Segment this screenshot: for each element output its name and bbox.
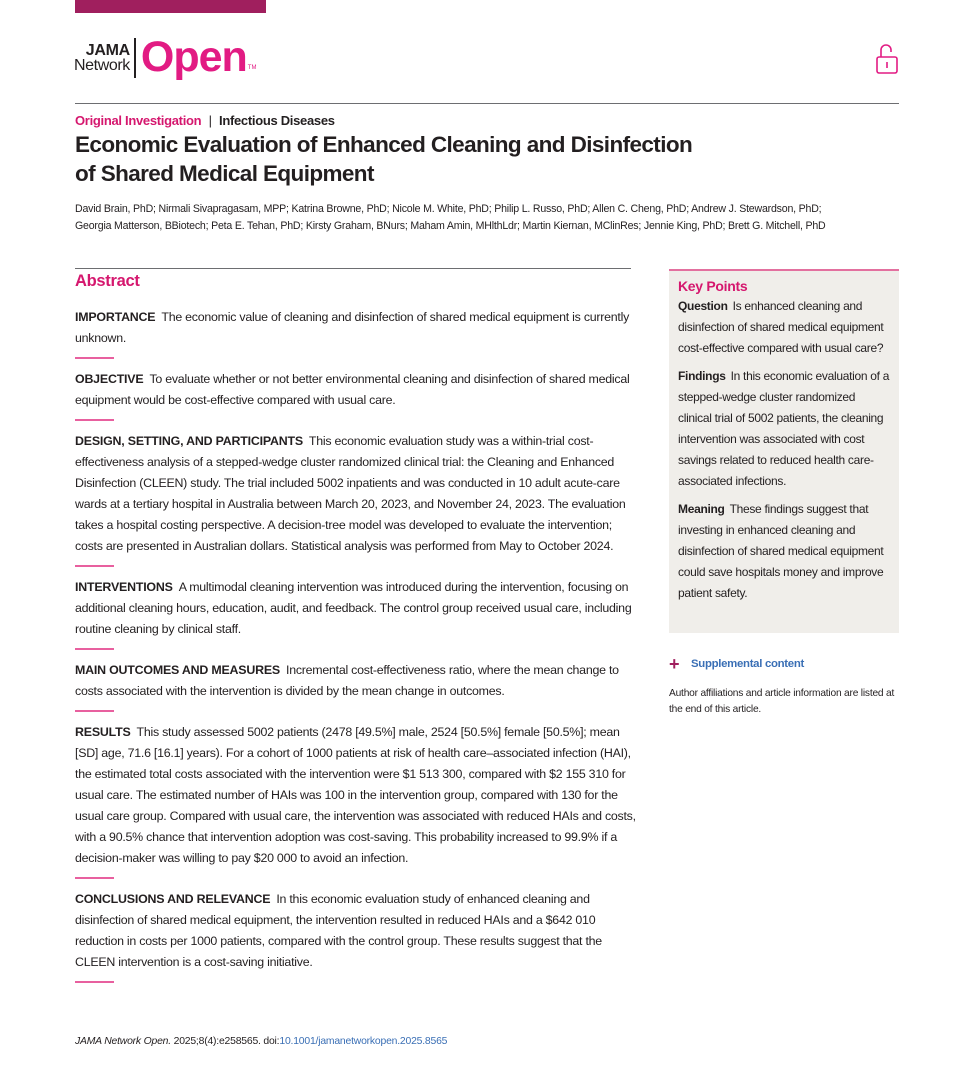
article-category [75, 113, 335, 128]
section-divider [75, 357, 114, 359]
key-point-label: Findings [678, 369, 726, 383]
abstract-conclusions [75, 889, 640, 973]
citation-line [75, 1036, 447, 1047]
supplemental-content-link[interactable] [669, 656, 804, 672]
category-label[interactable]: Original Investigation [75, 113, 202, 128]
section-text: In this economic evaluation study of enhanced cleaning and disinfection of shared medical equipment, the intervention resulted in reduced HAIs and a $642 010 reduction in costs per 1000 patients, compared with the control group. These results suggest that the CLEEN intervention is a cost-saving initiative. [75, 892, 602, 969]
author-affiliations-note: Author affiliations and article information are listed at the end of this article. [669, 688, 895, 715]
key-point-meaning [678, 499, 890, 604]
key-point-label: Question [678, 299, 728, 313]
section-label: INTERVENTIONS [75, 580, 173, 594]
header-divider [75, 103, 899, 104]
abstract-importance [75, 307, 640, 349]
section-label: CONCLUSIONS AND RELEVANCE [75, 892, 271, 906]
key-point-text: In this economic evaluation of a stepped-wedge cluster randomized clinical trial of 5002 patients, the cleaning intervention was associated with cost savings related to reduced health care-associated infections. [678, 369, 890, 488]
key-point-findings [678, 366, 890, 492]
section-text: A multimodal cleaning intervention was introduced during the intervention, focusing on additional cleaning hours, education, audit, and feedback. The control group received usual care, including routine cleaning by clinical staff. [75, 580, 632, 636]
doi-link[interactable]: 10.1001/jamanetworkopen.2025.8565 [279, 1036, 448, 1047]
abstract-heading: Abstract [75, 272, 140, 290]
article-title [75, 130, 715, 188]
key-point-text: Is enhanced cleaning and disinfection of shared medical equipment cost-effective compared with usual care? [678, 299, 884, 355]
section-divider [75, 648, 114, 650]
key-point-text: These findings suggest that investing in enhanced cleaning and disinfection of shared medical equipment could save hospitals money and improve patient safety. [678, 502, 884, 600]
authors-line-2: Georgia Matterson, BBiotech; Peta E. Tehan, PhD; Kirsty Graham, BNurs; Maham Amin, MHlthLdr; Martin Kiernan, MClinRes; Jennie King, PhD; Brett G. Mitchell, PhD [75, 220, 826, 232]
section-divider [75, 981, 114, 983]
section-text: This study assessed 5002 patients (2478 [49.5%] male, 2524 [50.5%] female [50.5%]; mean [SD] age, 71.6 [16.1] years). For a cohort of 1000 patients at risk of health care–associated infection (HAI), the estimated total costs associated with the intervention were $1 513 300, compared with $2 155 310 for usual care. The estimated number of HAIs was 100 in the intervention group, compared with 130 for the usual care group. Compared with usual care, the intervention was associated with reduced HAIs and costs, with a 90.5% chance that intervention adoption was cost-saving. This probability increased to 99.9% if a decision-maker was willing to pay $20 000 to avoid an infection. [75, 725, 636, 865]
section-text: The economic value of cleaning and disinfection of shared medical equipment is currently unknown. [75, 310, 630, 345]
key-point-question [678, 296, 890, 359]
logo-network-text: Network [74, 57, 130, 74]
section-text: Incremental cost-effectiveness ratio, where the mean change to costs associated with the intervention is divided by the mean change in outcomes. [75, 663, 619, 698]
abstract-results [75, 722, 640, 869]
authors-line-1: David Brain, PhD; Nirmali Sivapragasam, MPP; Katrina Browne, PhD; Nicole M. White, PhD; Philip L. Russo, PhD; Allen C. Cheng, PhD; Andrew J. Stewardson, PhD; [75, 203, 822, 215]
abstract-design [75, 431, 640, 557]
author-list [75, 201, 905, 235]
section-divider [75, 710, 114, 712]
open-access-lock-icon[interactable] [875, 42, 899, 76]
logo-divider [134, 38, 136, 78]
logo-jama-text: JAMA [85, 42, 130, 59]
title-line-2: of Shared Medical Equipment [75, 161, 374, 186]
section-text: This economic evaluation study was a within-trial cost-effectiveness analysis of a stepped-wedge cluster randomized clinical trial: the Cleaning and Enhanced Disinfection (CLEEN) study. The trial included 5002 inpatients and was conducted in 10 adult acute-care wards at a tertiary hospital in Australia between March 20, 2023, and November 24, 2023. The evaluation takes a hospital costing perspective. A decision-tree model was developed to evaluate the intervention; costs are presented in Australian dollars. Statistical analysis was performed from May to October 2024. [75, 434, 626, 553]
subcategory-label[interactable]: Infectious Diseases [219, 113, 335, 128]
section-label: DESIGN, SETTING, AND PARTICIPANTS [75, 434, 303, 448]
section-label: RESULTS [75, 725, 131, 739]
section-label: OBJECTIVE [75, 372, 144, 386]
logo-trademark: TM [247, 65, 257, 71]
section-divider [75, 877, 114, 879]
abstract-body [75, 307, 640, 993]
section-divider [75, 565, 114, 567]
top-accent-bar [75, 0, 266, 13]
abstract-objective [75, 369, 640, 411]
section-label: MAIN OUTCOMES AND MEASURES [75, 663, 280, 677]
citation-ref: 2025;8(4):e258565. doi: [170, 1036, 280, 1047]
key-point-label: Meaning [678, 502, 725, 516]
abstract-outcomes [75, 660, 640, 702]
section-label: IMPORTANCE [75, 310, 156, 324]
category-separator: | [208, 113, 212, 128]
citation-journal: JAMA Network Open. [75, 1036, 171, 1047]
key-points-box [669, 269, 899, 633]
section-divider [75, 419, 114, 421]
logo-open-text: Open [140, 33, 247, 81]
jama-network-open-logo [74, 33, 257, 81]
abstract-interventions [75, 577, 640, 640]
key-points-heading: Key Points [678, 278, 748, 294]
plus-icon: + [669, 654, 680, 674]
abstract-divider [75, 268, 631, 269]
section-text: To evaluate whether or not better environmental cleaning and disinfection of shared medical equipment would be cost-effective compared with usual care. [75, 372, 630, 407]
supplemental-content-label[interactable]: Supplemental content [691, 658, 804, 670]
title-line-1: Economic Evaluation of Enhanced Cleaning and Disinfection [75, 132, 693, 157]
